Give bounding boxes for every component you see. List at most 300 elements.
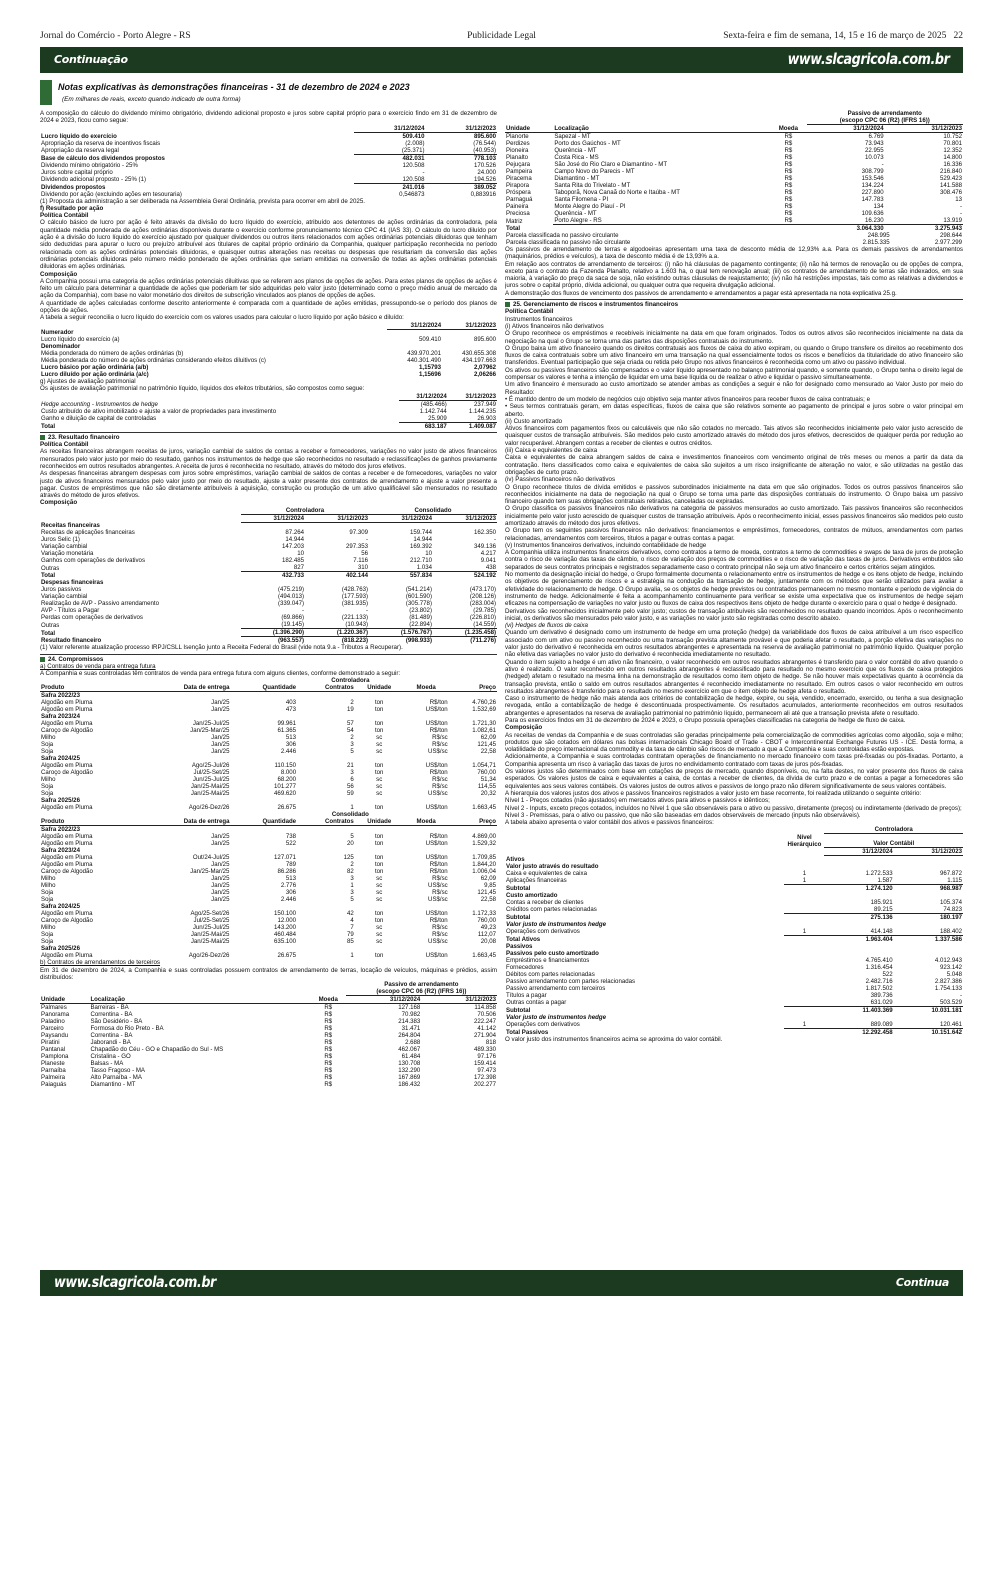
table-cell: R$ — [324, 1004, 333, 1012]
table-row — [40, 593, 497, 600]
table-cell: São Desidério - BA — [90, 1018, 143, 1026]
table-cell: Contas a receber de clientes — [506, 898, 584, 906]
table-cell: (818.223) — [305, 637, 369, 645]
table-cell — [141, 903, 230, 910]
table-cell — [355, 903, 404, 910]
table-cell: 7 — [350, 924, 354, 932]
table-cell: Algodão em Pluma — [41, 952, 93, 960]
table-cell: R$/sc — [432, 924, 448, 932]
table-row — [40, 854, 497, 861]
table-cell — [824, 921, 893, 928]
table-row — [40, 734, 497, 741]
table-cell: 57 — [347, 720, 354, 728]
table-cell: Jan/25 — [211, 734, 230, 742]
table-cell: Pioneira — [506, 147, 529, 154]
table-cell: (22.894) — [409, 621, 432, 629]
table-cell: Base de cálculo dos dividendos propostos — [41, 154, 165, 162]
table-cell: Querência - MT — [554, 147, 597, 154]
table-cell: 889.089 — [870, 1020, 893, 1028]
table-cell: R$/sc — [432, 741, 448, 749]
table-cell: 21 — [347, 762, 354, 770]
lease-table-left: Passivo de arrendamento (escopo CPC 06 (R2) (IFRS 16)) Unidade Localização Moeda 31/12/2024 31/12/2023 Palmares Barreiras - BA R$ 127.168 114.858 Panorama Correntina - BA R$ 70.982 70.506 Paladino São Desidério - BA R$ 214.383 222.247 Parceiro Formosa do Rio Preto - BA R$ 31.471 41.142 Paysandu Correntina - BA R$ 264.804 271.904 Piratini Jaborandi - BA R$ 2.688 818 Pantanal Chapadão do Céu - GO e Chapadão do Sul - MS R$ 462.067 489.330 Pamplona Cristalina - GO R$ 61.484 97.176 Planeste Balsas - MA R$ 130.708 159.414 Parnaíba Tasso Fragoso - MA R$ 132.290 97.473 Palmeira Alto Parnaíba - MA R$ 167.869 172.398 Paiaguás Diamantino - MT R$ 186.432 202.277 — [41, 981, 496, 1089]
table-row — [40, 557, 497, 564]
table-cell: 188.402 — [939, 927, 962, 935]
table-cell: 1.054,71 — [472, 762, 496, 770]
table-cell: Caixa e equivalentes de caixa — [506, 869, 587, 877]
table-cell: 2.977.299 — [934, 239, 962, 246]
table-cell: Pejuçara — [506, 161, 531, 168]
table-cell: 109.636 — [861, 210, 884, 217]
table-cell: US$/ton — [425, 840, 448, 848]
level-3: Nível 3 - Premissas, para o ativo ou passivo, que não são baseadas em dados observáveis de mercado (inputs não observáveis). — [505, 811, 861, 819]
table-cell: Jan/25-Mai/25 — [190, 938, 230, 946]
table-cell: 82 — [347, 868, 354, 876]
table-cell: Milho — [41, 776, 56, 784]
table-cell: 62,09 — [480, 734, 496, 742]
table-cell: Parnaíba — [41, 1067, 66, 1075]
table-cell: Juros Selic (1) — [41, 536, 80, 544]
table-cell: R$ — [784, 175, 793, 182]
company-url[interactable]: www.slcagricola.com.br — [787, 50, 949, 69]
table-row — [40, 748, 497, 755]
table-cell: 513 — [285, 875, 297, 883]
table-cell: 683.187 — [399, 422, 448, 430]
table-cell: 26.675 — [277, 804, 297, 812]
table-cell: 1.142.744 — [419, 407, 447, 415]
table-cell: 56 — [361, 550, 369, 558]
table-cell: Passivo arrendamento com partes relacionadas — [506, 977, 636, 985]
table-cell: 469.620 — [274, 790, 297, 798]
risk-p22: A hierarquia dos valores justos dos ativos e passivos financeiros registrados a valor justo em base recorrente, foi realizada utilizando o seguinte critério: — [505, 789, 922, 797]
table-cell: - — [365, 536, 369, 544]
table-cell: 389.736 — [870, 991, 893, 999]
table-cell: 20,08 — [480, 938, 496, 946]
table-cell: Out/24-Jul/25 — [192, 854, 230, 862]
table-cell: Panorama — [41, 1011, 70, 1019]
table-cell: R$/ton — [429, 917, 448, 925]
table-cell: R$ — [784, 140, 793, 147]
table-cell: ton — [374, 720, 384, 728]
table-cell: 14.944 — [285, 536, 305, 544]
table-cell: 430.655.308 — [462, 350, 496, 358]
table-cell: 73.943 — [865, 140, 884, 147]
table-cell: Milho — [41, 875, 56, 883]
table-cell — [784, 856, 824, 863]
table-cell: 5.048 — [946, 970, 962, 978]
fin-note: (1) Valor referente atualização processo IRPJ/CSLL Isenção junto a Receita Federal do Brasil (vide nota 9.a - Tributos a Recuperar). — [40, 644, 403, 652]
table-cell — [449, 692, 497, 700]
table-cell: R$/sc — [432, 931, 448, 939]
table-cell: 1.144.235 — [468, 407, 496, 415]
table-cell: 51,34 — [480, 776, 496, 784]
table-cell: 967.872 — [939, 869, 962, 877]
table-cell: 169.392 — [409, 543, 432, 551]
table-cell: Algodão em Pluma — [41, 699, 93, 707]
table-cell: Porto dos Gaúchos - MT — [554, 140, 621, 147]
table-row — [40, 422, 497, 430]
table-cell — [230, 713, 297, 720]
table-cell: 5 — [350, 748, 354, 756]
table-cell: 434.197.663 — [462, 357, 496, 365]
table-cell — [784, 950, 824, 957]
table-cell — [141, 847, 230, 854]
table-cell: sc — [376, 875, 383, 883]
lease-text-3: A demonstração dos fluxos de vencimento dos passivos de arrendamento e arrendamentos a pagar está apresentada na nota explicativa 25.g. — [505, 289, 897, 297]
table-cell — [894, 1014, 963, 1021]
table-cell — [297, 755, 355, 762]
table-cell — [404, 755, 449, 762]
table-row — [505, 950, 963, 957]
table-cell: 31.471 — [401, 1025, 421, 1033]
table-cell: 101.277 — [274, 783, 297, 791]
table-cell: Caroço de Algodão — [41, 917, 93, 925]
table-row — [40, 357, 497, 364]
eps-comp-text-2: A quantidade de ações calculadas conforme descrito anteriormente é comparada com a quantidade de ações emitidas, pressupondo-se o período dos planos de opções de ações. — [40, 299, 497, 315]
table-cell: US$/ton — [425, 952, 448, 960]
table-cell: 182.485 — [282, 557, 305, 565]
table-row — [505, 161, 963, 168]
table-cell: Formosa do Rio Preto - BA — [90, 1025, 164, 1033]
table-cell: 482.031 — [354, 154, 425, 162]
table-cell: 49,23 — [480, 924, 496, 932]
table-cell: 895.600 — [473, 132, 496, 140]
table-cell: 1.337.586 — [894, 935, 963, 943]
table-cell: Safra 2023/24 — [41, 713, 80, 721]
table-cell: R$ — [784, 147, 793, 154]
table-cell: 110.150 — [274, 762, 297, 770]
table-cell: 789 — [285, 861, 297, 869]
table-cell — [449, 945, 497, 952]
risk-sub-1: Instrumentos financeiros — [505, 315, 573, 323]
table-cell: Safra 2025/26 — [41, 797, 80, 805]
table-cell: 524.192 — [433, 572, 497, 580]
table-cell: 1.663,45 — [472, 952, 496, 960]
table-cell: R$ — [784, 133, 793, 140]
table-cell: 147.783 — [861, 196, 884, 203]
table-cell: 248.995 — [867, 232, 890, 239]
table-cell: US$/sc — [428, 896, 448, 904]
table-row — [40, 1004, 497, 1012]
table-cell — [404, 847, 449, 854]
table-cell — [355, 826, 404, 834]
table-row — [505, 175, 963, 182]
table-cell: 1.082,61 — [472, 727, 496, 735]
table-cell — [230, 826, 297, 834]
table-cell: 22,58 — [480, 896, 496, 904]
table-cell — [770, 225, 806, 233]
table-cell: Sapezal - MT — [554, 133, 591, 140]
risk-policy-title: Política Contábil — [505, 308, 554, 316]
table-row — [40, 797, 497, 804]
table-cell — [784, 884, 824, 892]
table-cell — [404, 903, 449, 910]
table-cell: Pampeira — [506, 168, 533, 175]
table-cell — [442, 329, 497, 336]
table-cell: 1.316.454 — [865, 963, 893, 971]
left-column — [40, 110, 497, 1265]
table-cell — [355, 797, 404, 804]
table-cell: 185.921 — [870, 898, 893, 906]
table-row — [505, 856, 963, 863]
table-cell: (76.544) — [473, 139, 496, 147]
table-cell — [784, 1028, 824, 1036]
table-cell: 1.172,33 — [472, 910, 496, 918]
table-cell — [894, 921, 963, 928]
risk-p23: A tabela abaixo apresenta o valor contábil dos ativos e passivos financeiros: — [505, 819, 714, 827]
table-row — [505, 168, 963, 175]
level-2: Nível 2 - Inputs, exceto preços cotados, incluídos no Nível 1 que são observáveis para o ativo ou passivo, diretamente (preços) ou indiretamente (derivado de preços); — [505, 804, 962, 812]
table-cell — [824, 863, 893, 870]
table-row — [505, 133, 963, 141]
table-cell: Realização de AVP - Passivo arrendamento — [41, 600, 159, 608]
table-row — [505, 154, 963, 161]
table-cell: Jun/25-Jul/25 — [192, 924, 230, 932]
table-cell — [784, 985, 824, 992]
table-cell: 818 — [485, 1039, 496, 1047]
table-cell: 127.071 — [274, 854, 297, 862]
table-cell: 212.710 — [409, 557, 432, 565]
table-cell — [355, 713, 404, 720]
page-number: 22 — [953, 31, 963, 41]
table-row — [505, 913, 963, 921]
document-subtitle: (Em milhares de reais, exceto quando indicado de outra forma) — [62, 96, 241, 103]
table-cell: R$ — [784, 189, 793, 196]
table-cell: R$/ton — [429, 833, 448, 841]
table-cell: Milho — [41, 734, 56, 742]
table-cell — [784, 1014, 824, 1021]
table-cell: 19 — [347, 706, 354, 714]
table-row — [505, 1006, 963, 1014]
table-row — [40, 924, 497, 931]
table-row — [40, 875, 497, 882]
table-cell: US$/ton — [425, 720, 448, 728]
table-cell: R$/sc — [432, 875, 448, 883]
table-cell: Ganhos com operações de derivativos — [41, 557, 145, 565]
table-cell: ton — [374, 861, 384, 869]
table-cell: Matriz — [506, 217, 523, 225]
table-cell: Jan/25-Mai/25 — [190, 783, 230, 791]
table-row — [505, 985, 963, 992]
table-cell: 2,07962 — [473, 364, 496, 372]
table-cell — [141, 826, 230, 834]
table-cell: 25.909 — [428, 414, 447, 422]
table-cell: Tasso Fragoso - MA — [90, 1067, 145, 1075]
table-cell: Pantanal — [41, 1046, 66, 1054]
table-cell: 12.292.458 — [824, 1028, 893, 1036]
table-row — [505, 217, 963, 225]
table-cell: 42 — [347, 910, 354, 918]
table-row — [40, 692, 497, 700]
table-row — [40, 536, 497, 543]
table-cell: Jan/25-Mar/25 — [190, 727, 230, 735]
table-cell — [824, 943, 893, 950]
table-cell: 8.000 — [280, 769, 297, 777]
table-row — [40, 336, 497, 343]
table-cell: 298.644 — [939, 232, 962, 239]
risk-p14: Derivativos são reconhecidos inicialmente pelo valor justo; custos de transação atribuíveis são reconhecidos no resultado quando incorridos. Após o reconhecimento inicial, os derivativos são mensurados pelo valor justo, e as variações no valor justo são registradas como descrito abaixo. — [505, 607, 963, 622]
table-cell: 1.721,30 — [472, 720, 496, 728]
table-cell — [442, 343, 497, 350]
table-cell: Jan/25 — [211, 833, 230, 841]
table-cell: (305.778) — [405, 600, 432, 608]
table-cell: (10.943) — [345, 621, 369, 629]
table-cell — [404, 797, 449, 804]
table-cell: (208.126) — [469, 593, 496, 601]
table-cell: - — [959, 203, 962, 210]
table-cell: 132.290 — [398, 1067, 421, 1075]
table-row — [40, 917, 497, 924]
table-cell: 1.663,45 — [472, 804, 496, 812]
table-cell: 105.374 — [939, 898, 962, 906]
table-cell: 70.982 — [401, 1011, 421, 1019]
table-cell: Total — [506, 225, 521, 232]
risk-p21: Os valores justos são determinados com base em cotações de preços de mercado, quando disponíveis, ou, na falta destes, no valor presente dos fluxos de caixa esperados. Os valores justos de caixa e equivalentes a caixa, de contas a receber de clientes, da dívida de curto prazo e de contas a pagar a fornecedores são equivalentes aos seus valores contábeis. Os valores justos de outros ativos e passivos de longo prazo não diferem significativamente de seus valores contábeis. — [505, 768, 963, 790]
table-cell: 522 — [285, 840, 297, 848]
table-cell — [449, 847, 497, 854]
table-row — [40, 132, 497, 140]
table-cell — [141, 797, 230, 804]
fin-composition-title: Composição — [40, 499, 78, 507]
table-cell: 99.961 — [277, 720, 297, 728]
table-cell: 61.484 — [401, 1053, 421, 1061]
table-cell: Piracema — [506, 175, 532, 182]
table-cell: 3 — [350, 889, 354, 897]
table-cell: 1 — [802, 1020, 807, 1028]
table-cell: sc — [376, 938, 383, 946]
table-row — [40, 706, 497, 713]
table-cell: 194.526 — [473, 175, 496, 183]
table-cell: 760,00 — [477, 917, 496, 925]
table-row — [505, 863, 963, 870]
bottom-banner — [40, 1270, 963, 1296]
table-cell — [784, 971, 824, 978]
table-cell: (381.935) — [341, 600, 369, 608]
table-cell: 3 — [350, 741, 354, 749]
table-cell: Jan/25-Mar/25 — [190, 868, 230, 876]
table-row — [40, 183, 497, 191]
table-cell: Safra 2024/25 — [41, 903, 80, 911]
table-cell: 186.432 — [398, 1081, 421, 1089]
table-cell: 10.752 — [943, 133, 962, 140]
table-row — [40, 889, 497, 896]
table-cell: 10 — [297, 550, 305, 558]
table-cell: 5 — [350, 833, 354, 841]
table-cell: 85 — [347, 938, 354, 946]
table-row — [505, 921, 963, 928]
table-cell: 760,00 — [477, 769, 496, 777]
table-cell — [784, 943, 824, 950]
table-row — [505, 957, 963, 964]
commit-a-title: a) Contratos de venda para entrega futura — [40, 662, 156, 670]
table-row — [40, 1018, 497, 1025]
company-url-footer[interactable]: www.slcagricola.com.br — [54, 1273, 216, 1292]
table-cell: Perdizes — [506, 140, 530, 147]
table-cell: R$/sc — [432, 776, 448, 784]
column-header: Produto Data de entrega Quantidade Contratos Unidade Moeda Preço — [41, 818, 496, 826]
fin-policy-text-2: As despesas financeiras abrangem despesas com juros sobre empréstimos, variação cambial de saldos de contas a receber e de fornecedores, variações no valor justo de ativos financeiros mensurados pelo valor justo por meio do resultado, ajuste a valor presente dos contratos de arrendamento e ajuste a valor presente a pagar. Custos de empréstimos que não são diretamente atribuíveis à aquisição, construção ou produção de um ativo qualificável são mensurados no resultado através do método de juros efetivos. — [40, 470, 497, 500]
risk-p18: Para os exercícios findos em 31 de dezembro de 2024 e 2023, o Grupo possuía operações classificadas na categoria de hedge de fluxo de caixa. — [505, 717, 906, 724]
table-cell: (494.013) — [277, 593, 305, 601]
table-cell: Jul/25-Set/25 — [193, 917, 230, 925]
table-cell: Valor justo de instrumentos hedge — [506, 920, 606, 928]
table-row — [40, 614, 497, 621]
table-cell: sc — [376, 741, 383, 749]
table-cell: 10.031.181 — [894, 1006, 963, 1014]
table-cell: 635.100 — [274, 938, 297, 946]
risk-p3: Os ativos ou passivos financeiros são compensados e o valor líquido apresentado no balanço patrimonial quando, e somente quando, o Grupo tenha o direito legal de compensar os valores e tenha a intenção de liquidar em uma base líquida ou de realizar o ativo e liquidar o passivo simultaneamente. — [505, 366, 963, 382]
table-cell: 264.804 — [398, 1032, 421, 1040]
table-row — [40, 1053, 497, 1060]
table-cell: 432.733 — [241, 572, 305, 580]
commit-a-text: A Companhia e suas controladas têm contratos de venda para entrega futura com alguns clientes, conforme demonstrado a seguir: — [40, 670, 401, 678]
table-cell — [230, 945, 297, 952]
table-cell — [449, 797, 497, 804]
table-cell: 2 — [350, 861, 354, 869]
table-row — [40, 529, 497, 536]
table-cell: R$/sc — [432, 734, 448, 742]
table-cell: Pamplona — [41, 1053, 69, 1061]
table-row — [40, 776, 497, 783]
table-cell — [404, 826, 449, 834]
table-cell: Jul/25-Set/25 — [193, 769, 230, 777]
table-row — [40, 1074, 497, 1081]
table-cell — [297, 713, 355, 720]
table-cell: 86.286 — [277, 868, 297, 876]
table-cell: 14.944 — [413, 536, 432, 544]
table-cell — [449, 903, 497, 910]
table-cell: 631.029 — [870, 998, 893, 1006]
table-row — [40, 1025, 497, 1032]
table-cell: 306 — [285, 889, 297, 897]
table-cell: Outras contas a pagar — [506, 999, 567, 1007]
right-column — [505, 110, 963, 1265]
table-cell: R$/ton — [429, 868, 448, 876]
table-cell — [824, 950, 893, 957]
table-cell: Cristalina - GO — [90, 1053, 131, 1061]
table-row — [40, 727, 497, 734]
table-row — [40, 713, 497, 720]
table-row — [505, 1028, 963, 1036]
table-cell: ton — [374, 917, 384, 925]
table-cell: 26.903 — [477, 414, 496, 422]
table-cell: Caroço de Algodão — [41, 727, 93, 735]
table-cell — [404, 945, 449, 952]
table-cell: Chapadão do Céu - GO e Chapadão do Sul - MS — [90, 1046, 224, 1054]
table-cell: R$ — [784, 154, 793, 161]
table-cell: 1.529,32 — [472, 840, 496, 848]
table-row — [40, 408, 497, 415]
risk-title: 25. Gerenciamento de riscos e instrumentos financeiros — [505, 301, 963, 308]
table-cell: 11.403.369 — [824, 1006, 893, 1014]
risk-p9: O Grupo reconhece títulos de dívida emitidos e passivos subordinados inicialmente na data em que são originados. Todos os outros passivos financeiros são reconhecidos inicialmente na data de negociação na qual o Grupo se torna uma parte das disposições contratuais do instrumento. O Grupo baixa um passivo financeiro quando tem suas obrigações contratuais retiradas, canceladas ou expiradas. — [505, 483, 963, 506]
table-cell: 79 — [347, 931, 354, 939]
table-cell: Total Ativos — [506, 935, 541, 943]
table-cell: Jan/25-Mai/25 — [190, 790, 230, 798]
risk-ii-title: (ii) Custo amortizado — [505, 417, 563, 425]
table-row — [505, 999, 963, 1007]
table-cell: Algodão em Pluma — [41, 861, 93, 869]
table-cell: 227.890 — [861, 189, 884, 196]
table-cell: R$ — [324, 1067, 333, 1075]
table-cell: Pirapora — [506, 182, 530, 189]
table-cell: 1.115 — [947, 876, 962, 884]
table-row — [40, 343, 497, 350]
table-row — [40, 147, 497, 155]
level-1: Nível 1 - Preços cotados (não ajustados) em mercados ativos para ativos e passivos e idênticos; — [505, 797, 770, 805]
table-cell: Operações com derivativos — [506, 928, 580, 936]
table-cell: (19.145) — [281, 621, 305, 629]
risk-p7: Ativos financeiros com pagamentos fixos ou calculáveis que não são cotados no mercado. Tais ativos são reconhecidos inicialmente pelo valor justo acrescido de quaisquer custos de transação atribuíveis. São medidos pelo custo amortizado através do método dos juros efetivos, decrescidos de qualquer perda por redução ao valor recuperável. Abrangem contas a receber de clientes e outros créditos. — [505, 425, 963, 447]
